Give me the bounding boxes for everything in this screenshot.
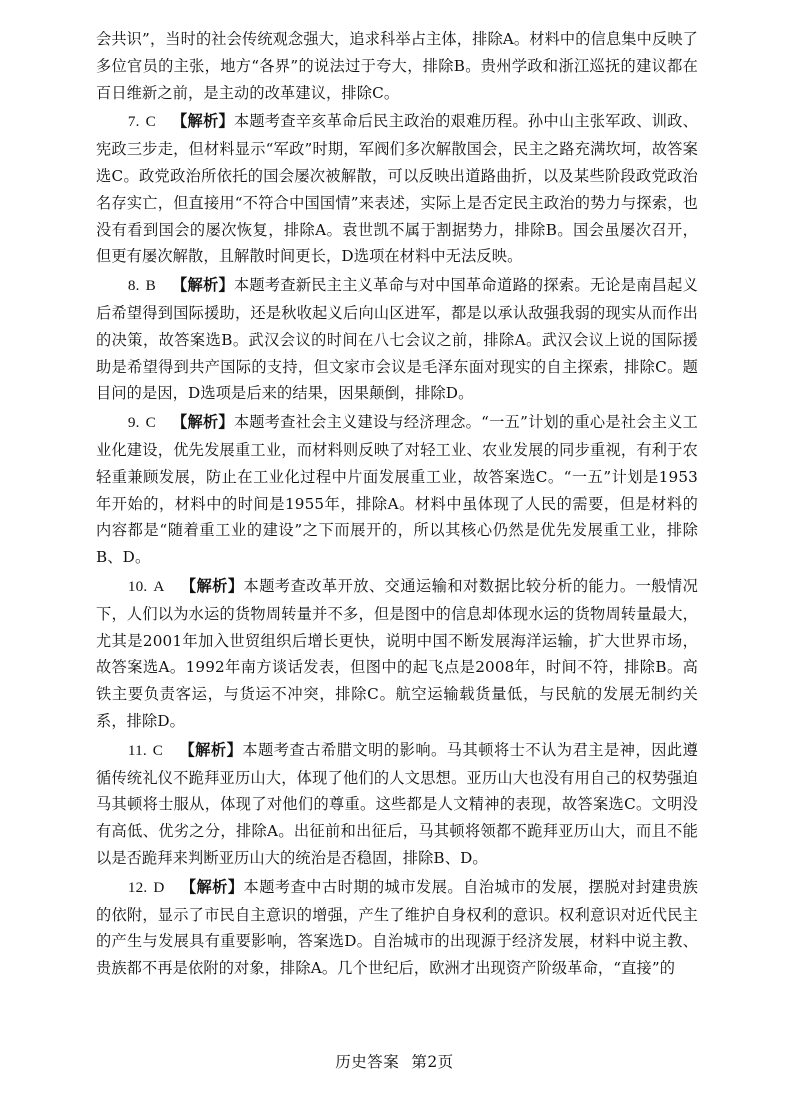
- answer-item-10: [96, 573, 698, 735]
- question-number: 7.: [127, 113, 140, 131]
- analysis-tag: 【解析】: [171, 276, 234, 295]
- analysis-tag: 【解析】: [171, 112, 234, 131]
- analysis-text: 本题考查中古时期的城市发展。自治城市的发展，摆脱对封建贵族的依附，显示了市民自主意识的增强，产生了维护自身权利的意识。权利意识对近代民主的产生与发展具有重要影响，答案选D。自治城市的出现源于经济发展，材料中说主教、贵族都不再是依附的对象，排除A。几个世纪后，欧洲才出现资产阶级革命，“直接”的: [96, 877, 698, 978]
- answer-item-11: [96, 737, 698, 872]
- analysis-text: 本题考查社会主义建设与经济理念。“一五”计划的重心是社会主义工业化建设，优先发展重工业，而材料则反映了对轻工业、农业发展的同步重视，有利于农轻重兼顾发展，防止在工业化过程中片面发展重工业，故答案选C。“一五”计划是1953年开始的，材料中的时间是1955年，排除A。材料中虽体现了人民的需要，但是材料的内容都是“随着重工业的建设”之下而展开的，所以其核心仍然是优先发展重工业，排除B、D。: [96, 413, 698, 567]
- analysis-text: 本题考查辛亥革命后民主政治的艰难历程。孙中山主张军政、训政、宪政三步走，但材料显示“军政”时期，军阀们多次解散国会，民主之路充满坎坷，故答案选C。政党政治所依托的国会屡次被解散，可以反映出道路曲折，以及某些阶段政党政治名存实亡，但直接用“不符合中国国情”来表述，实际上是否定民主政治的势力与探索，也没有看到国会的屡次恢复，排除A。袁世凯不属于割据势力，排除B。国会虽屡次召开，但更有屡次解散，且解散时间更长，D选项在材料中无法反映。: [96, 112, 698, 266]
- question-number: 10.: [127, 577, 148, 595]
- continuation-paragraph: 会共识”，当时的社会传统观念强大，追求科举占主体，排除A。材料中的信息集中反映了多位官员的主张，地方“各界”的说法过于夸大，排除B。贵州学政和浙江巡抚的建议都在百日维新之前，是主动的改革建议，排除C。: [96, 30, 698, 102]
- answer-item-7: [96, 108, 698, 270]
- answer-letter: A: [153, 577, 165, 595]
- answer-letter: B: [145, 277, 156, 295]
- analysis-tag: 【解析】: [171, 413, 234, 432]
- answer-item-9: [96, 409, 698, 571]
- question-number: 11.: [127, 741, 147, 759]
- footer-subject: 历史答案: [335, 1053, 400, 1071]
- analysis-tag: 【解析】: [180, 576, 244, 595]
- answer-letter: C: [145, 113, 156, 131]
- answer-document: [96, 26, 698, 984]
- question-number: 12.: [127, 878, 148, 896]
- analysis-text: 本题考查古希腊文明的影响。马其顿将士不认为君主是神，因此遵循传统礼仪不跪拜亚历山大，体现了他们的人文思想。亚历山大也没有用自己的权势强迫马其顿将士服从，体现了对他们的尊重。这些都是人文精神的表现，故答案选C。文明没有高低、优劣之分，排除A。出征前和出征后，马其顿将领都不跪拜亚历山大，而且不能以是否跪拜来判断亚历山大的统治是否稳固，排除B、D。: [96, 740, 698, 867]
- question-number: 9.: [127, 414, 140, 432]
- answer-letter: D: [153, 878, 165, 896]
- answer-item-8: [96, 272, 698, 407]
- answer-letter: C: [145, 414, 156, 432]
- page-number: 第2页: [411, 1053, 454, 1071]
- question-number: 8.: [127, 277, 140, 295]
- analysis-text: 本题考查改革开放、交通运输和对数据比较分析的能力。一般情况下，人们以为水运的货物周转量并不多，但是图中的信息却体现水运的货物周转量最大，尤其是2001年加入世贸组织后增长更快，说明中国不断发展海洋运输，扩大世界市场，故答案选A。1992年南方谈话发表，但图中的起飞点是2008年，时间不符，排除B。高铁主要负责客运，与货运不冲突，排除C。航空运输载货量低，与民航的发展无制约关系，排除D。: [96, 576, 698, 730]
- analysis-tag: 【解析】: [179, 740, 243, 759]
- page-footer: [0, 1050, 789, 1072]
- analysis-text: 本题考查新民主主义革命与对中国革命道路的探索。无论是南昌起义后希望得到国际援助，还是秋收起义后向山区进军，都是以承认敌强我弱的现实从而作出的决策，故答案选B。武汉会议的时间在八七会议之前，排除A。武汉会议上说的国际援助是希望得到共产国际的支持，但文家市会议是毛泽东面对现实的自主探索，排除C。题目问的是因，D选项是后来的结果，因果颠倒，排除D。: [96, 276, 698, 403]
- analysis-tag: 【解析】: [180, 877, 244, 896]
- answer-item-12: [96, 874, 698, 982]
- answer-letter: C: [152, 741, 164, 759]
